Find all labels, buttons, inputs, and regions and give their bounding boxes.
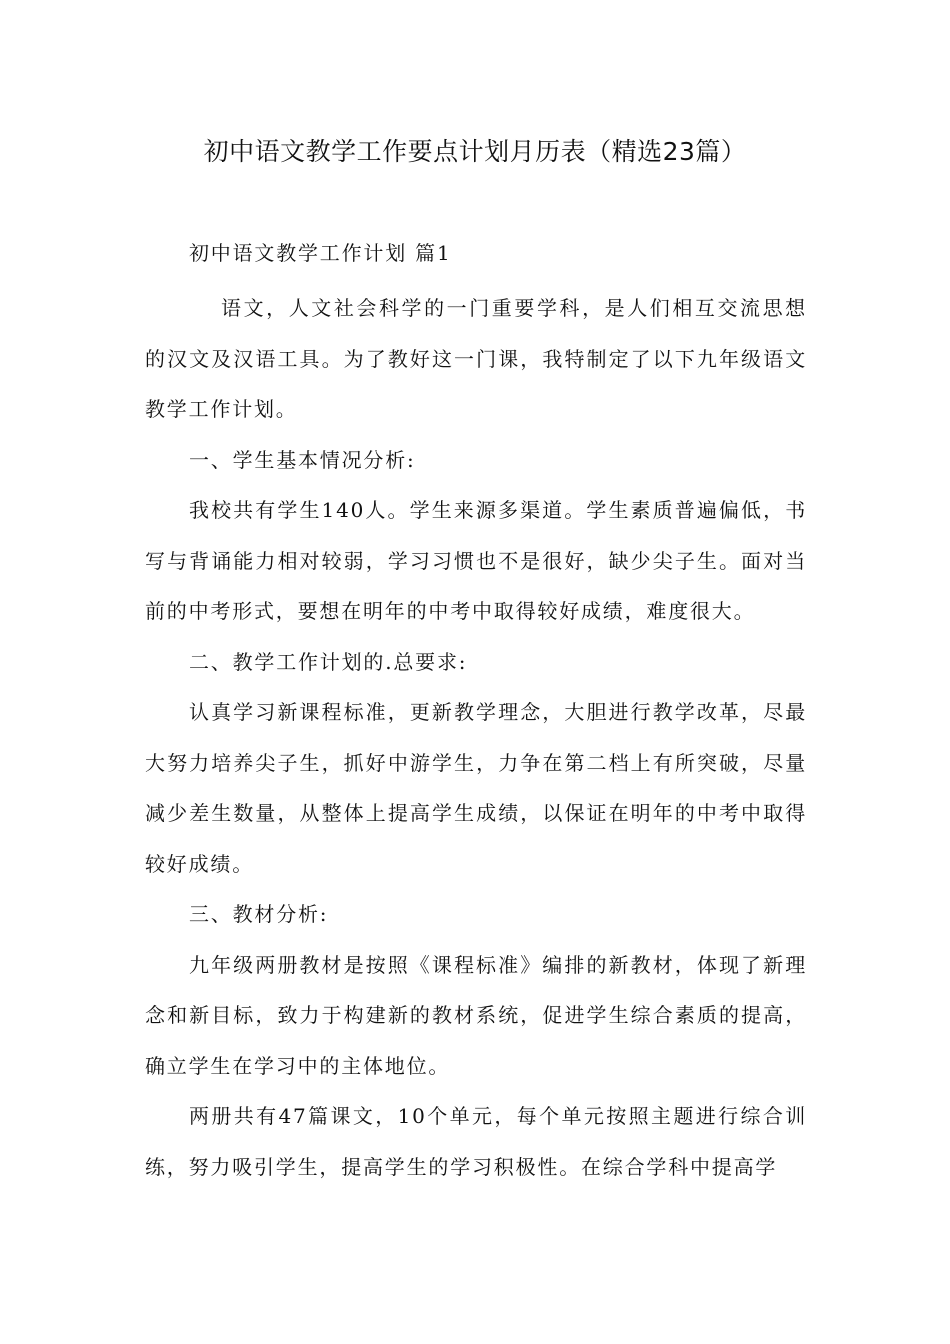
paragraph-lessons-units: 两册共有47篇课文，10个单元，每个单元按照主题进行综合训练，努力吸引学生，提高学生的学习积极性。在综合学科中提高学 [145,1104,807,1179]
document-title: 初中语文教学工作要点计划月历表（精选23篇） [203,137,747,166]
heading-textbook-analysis: 三、教材分析: [189,902,329,926]
paragraph-intro: 语文，人文社会科学的一门重要学科，是人们相互交流思想的汉文及汉语工具。为了教好这一门课，我特制定了以下九年级语文教学工作计划。 [145,296,807,421]
section-heading: 初中语文教学工作计划 篇1 [189,241,452,265]
heading-general-requirements: 二、教学工作计划的.总要求: [189,649,468,674]
paragraph-textbook-analysis: 九年级两册教材是按照《课程标准》编排的新教材，体现了新理念和新目标，致力于构建新的教材系统，促进学生综合素质的提高，确立学生在学习中的主体地位。 [145,952,807,1078]
heading-student-analysis: 一、学生基本情况分析: [189,447,416,472]
document-body [145,283,807,1192]
paragraph-general-requirements: 认真学习新课程标准，更新教学理念，大胆进行教学改革，尽最大努力培养尖子生，抓好中游学生，力争在第二档上有所突破，尽量减少差生数量，从整体上提高学生成绩，以保证在明年的中考中取得较好成绩。 [145,700,807,876]
paragraph-student-analysis: 我校共有学生140人。学生来源多渠道。学生素质普遍偏低，书写与背诵能力相对较弱，学习习惯也不是很好，缺少尖子生。面对当前的中考形式，要想在明年的中考中取得较好成绩，难度很大。 [145,498,807,623]
